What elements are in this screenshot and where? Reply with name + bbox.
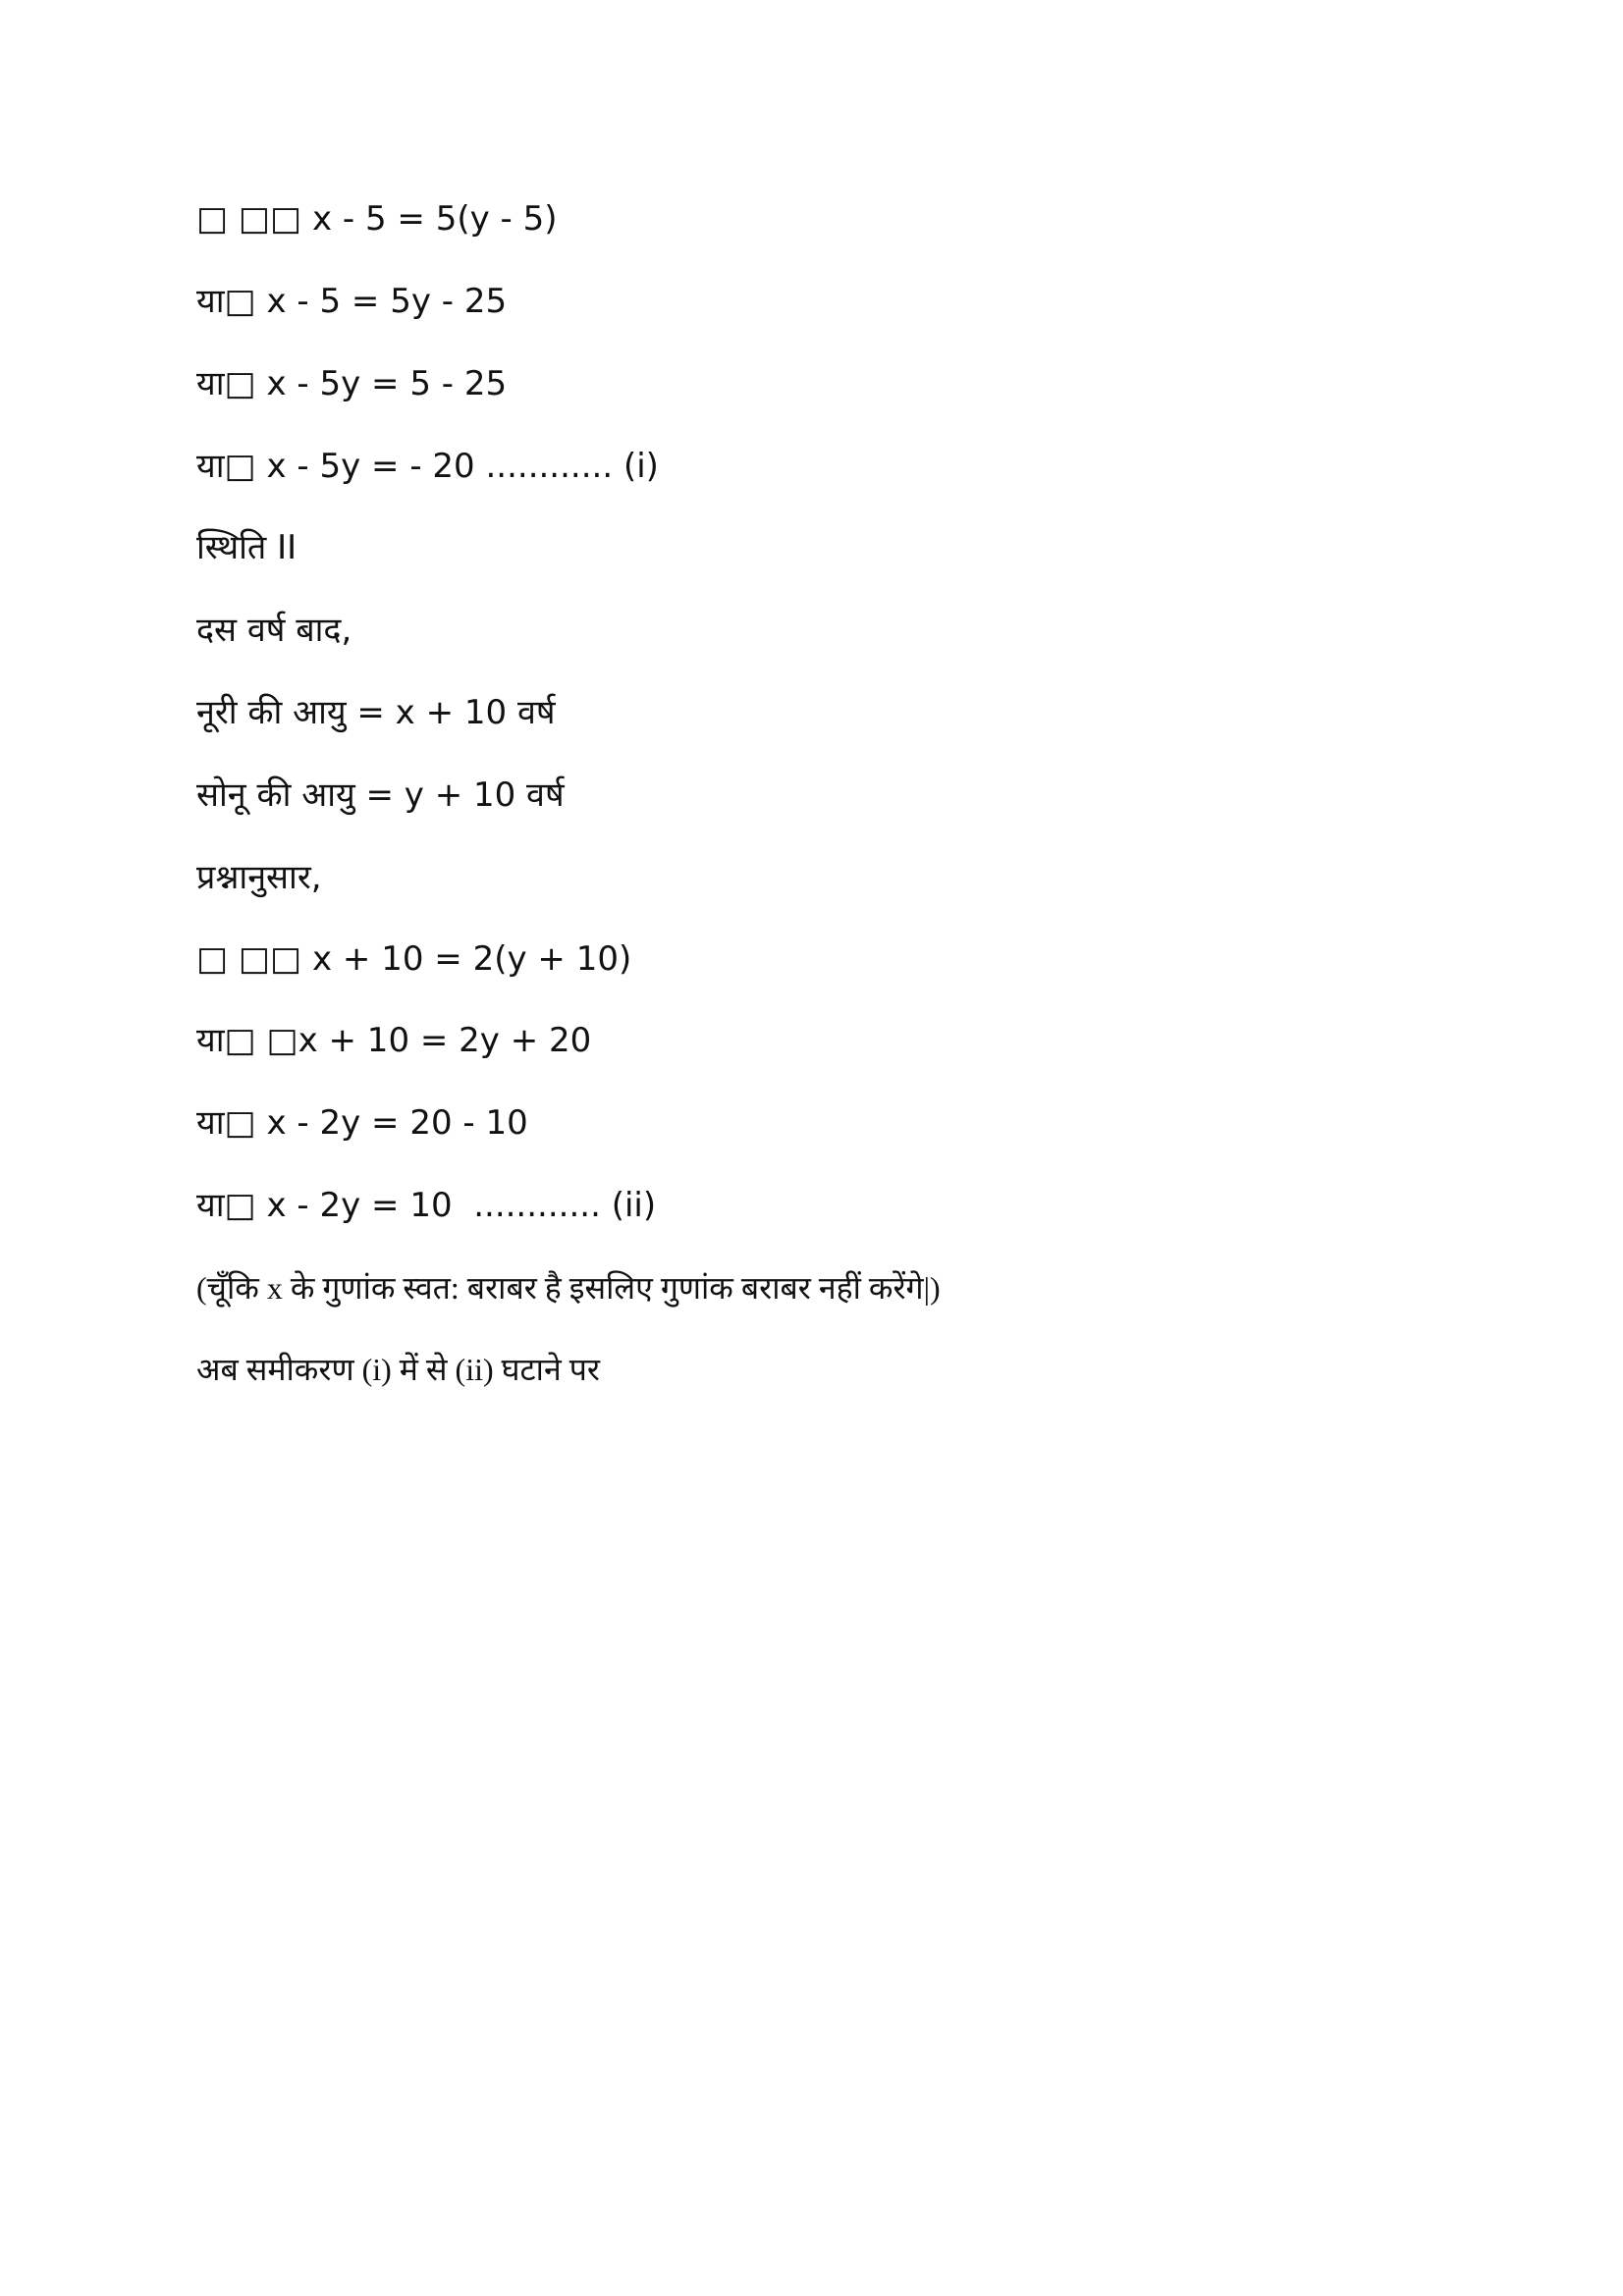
case-heading: स्थिति II: [196, 528, 298, 567]
subtract-instruction: अब समीकरण (i) में से (ii) घटाने पर: [196, 1352, 600, 1387]
equation-line-2: या□ x - 5 = 5y - 25: [196, 282, 508, 321]
sonu-age-line: सोनू की आयु = y + 10 वर्ष: [196, 775, 565, 815]
equation-ii: या□ x - 2y = 10 ............ (ii): [196, 1186, 657, 1225]
noori-age-line: नूरी की आयु = x + 10 वर्ष: [196, 693, 556, 732]
equation-line-3: या□ x - 5y = 5 - 25: [196, 364, 508, 403]
equation-line-1: □ □□ x - 5 = 5(y - 5): [196, 199, 558, 239]
according-to-question-label: प्रश्नानुसार,: [196, 858, 322, 897]
equation-line-6: या□ □x + 10 = 2y + 20: [196, 1021, 592, 1060]
equation-i: या□ x - 5y = - 20 ............ (i): [196, 447, 659, 486]
equation-line-5: □ □□ x + 10 = 2(y + 10): [196, 939, 632, 979]
coefficient-note: (चूँकि x के गुणांक स्वत: बराबर है इसलिए गुणांक बराबर नहीं करेंगे|): [196, 1270, 941, 1306]
equation-line-7: या□ x - 2y = 20 - 10: [196, 1103, 528, 1143]
after-ten-years-label: दस वर्ष बाद,: [196, 611, 352, 650]
